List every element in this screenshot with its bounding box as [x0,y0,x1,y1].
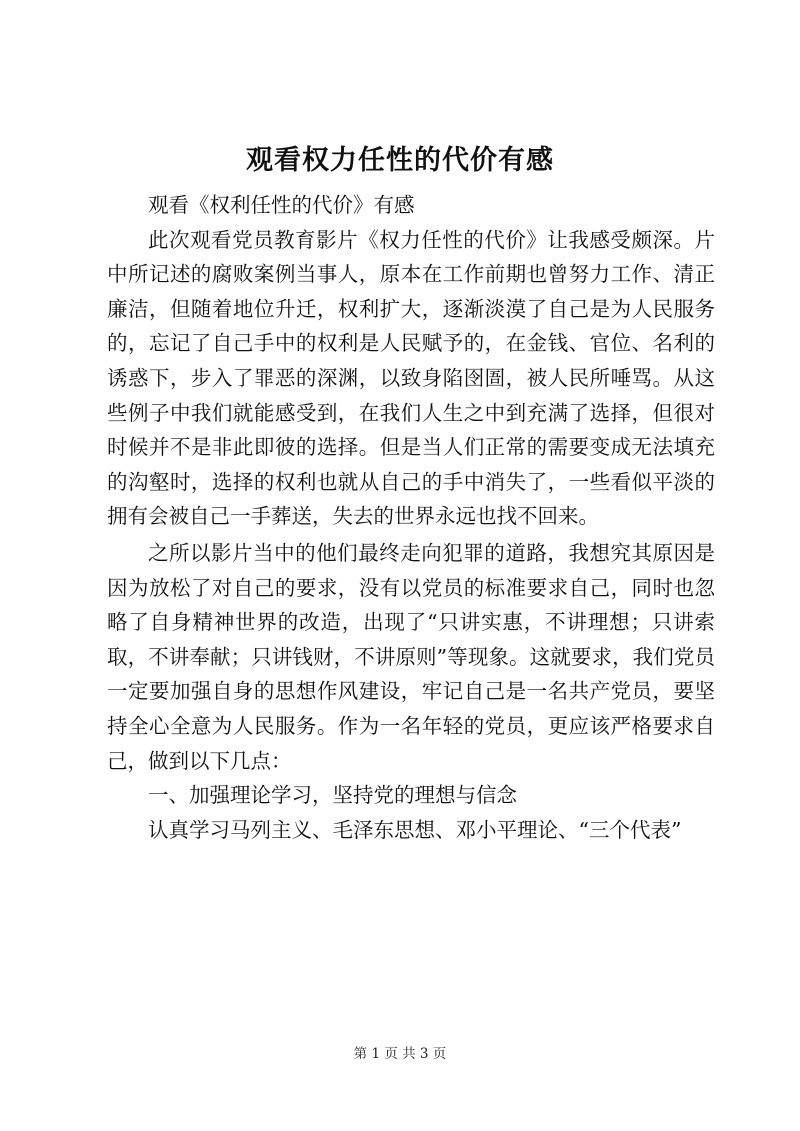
body-paragraph-2: 之所以影片当中的他们最终走向犯罪的道路，我想究其原因是因为放松了对自己的要求，没有以党员的标准要求自己，同时也忽略了自身精神世界的改造，出现了“只讲实惠，不讲理想；只讲索取，不讲奉献；只讲钱财，不讲原则”等现象。这就要求，我们党员一定要加强自身的思想作风建设，牢记自己是一名共产党员，要坚持全心全意为人民服务。作为一名年轻的党员，更应该严格要求自己，做到以下几点： [107,540,715,773]
section-heading: 一、加强理论学习，坚持党的理想与信念 [148,783,517,808]
document-title: 观看权力任性的代价有感 [246,145,554,176]
body-paragraph-3: 认真学习马列主义、毛泽东思想、邓小平理论、“三个代表” [148,817,682,842]
document-body [107,188,715,847]
subtitle-paragraph: 观看《权利任性的代价》有感 [148,193,415,217]
body-paragraph-1: 此次观看党员教育影片《权力任性的代价》让我感受颇深。片中所记述的腐败案例当事人，原本在工作前期也曾努力工作、清正廉洁，但随着地位升迁，权利扩大，逐渐淡漠了自己是为人民服务的，忘记了自己手中的权利是人民赋予的，在金钱、官位、名利的诱惑下，步入了罪恶的深渊，以致身陷囹圄，被人民所唾骂。从这些例子中我们就能感受到，在我们人生之中到充满了选择，但很对时候并不是非此即彼的选择。但是当人们正常的需要变成无法填充的沟壑时，选择的权利也就从自己的手中消失了，一些看似平淡的拥有会被自己一手葬送，失去的世界永远也找不回来。 [107,227,715,529]
page-footer: 第 1 页 共 3 页 [353,1046,447,1062]
